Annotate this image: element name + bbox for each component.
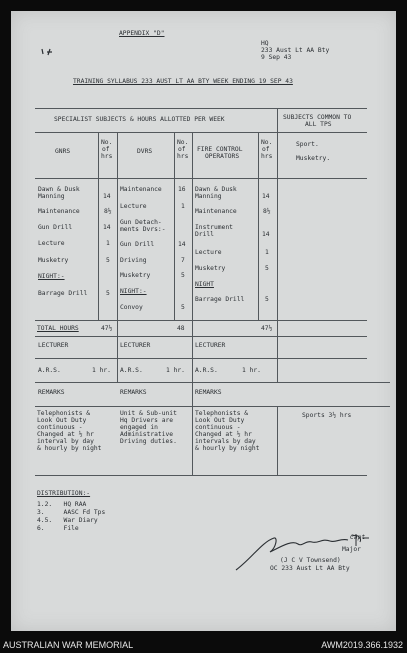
gnrs-subject: Maintenance: [38, 208, 80, 215]
fc-subject: Musketry: [195, 265, 226, 272]
table-rule: [35, 382, 390, 383]
fc-subject: Instrument: [195, 224, 233, 231]
col-header-fc: FIRE CONTROL: [197, 146, 243, 153]
dvrs-hours: 14: [178, 241, 186, 248]
table-rule: [35, 336, 367, 337]
col-header-hrs: of: [262, 146, 270, 153]
fc-hours: 1: [265, 249, 269, 256]
common-header-line2: ALL TPS: [305, 121, 332, 128]
col-header-hrs: hrs: [101, 153, 113, 160]
total-fc: 47½: [261, 325, 273, 332]
gnrs-subject: Manning: [38, 193, 65, 200]
fc-subject: Maintenance: [195, 208, 237, 215]
ref-hq: HQ: [261, 40, 269, 47]
gnrs-subject: Musketry: [38, 257, 69, 264]
dvrs-subject: Driving: [120, 257, 147, 264]
fc-hours: 5: [265, 265, 269, 272]
remarks-label: REMARKS: [120, 389, 147, 396]
col-header-hrs: of: [102, 146, 110, 153]
lecturer-name: A.R.S.: [195, 367, 218, 374]
remarks-dvrs: Driving duties.: [120, 438, 177, 445]
remarks-dvrs: Hq Drivers are: [120, 417, 174, 424]
dvrs-subject: Musketry: [120, 272, 151, 279]
total-hours-label: TOTAL HOURS: [37, 325, 79, 332]
remarks-fc: & hourly by night: [195, 445, 260, 452]
fc-subject: NIGHT: [195, 281, 214, 288]
table-rule: [277, 406, 278, 475]
col-header-hrs: No.: [261, 139, 273, 146]
table-rule: [174, 132, 175, 320]
table-rule: [35, 406, 390, 407]
table-rule: [258, 132, 259, 320]
gnrs-hours: 1: [106, 240, 110, 247]
signature-rank: Capt: [350, 534, 366, 541]
col-header-hrs: hrs: [261, 153, 273, 160]
remarks-fc: continuous -: [195, 424, 241, 431]
gnrs-hours: 5: [106, 257, 110, 264]
distribution-label: DISTRIBUTION:-: [37, 490, 91, 497]
ref-unit: 233 Aust Lt AA Bty: [261, 47, 330, 54]
gnrs-subject: Lecture: [38, 240, 65, 247]
fc-hours: 5: [265, 296, 269, 303]
distribution-item: 6. File: [37, 525, 79, 532]
table-rule: [35, 108, 367, 109]
ref-date: 9 Sep 43: [261, 54, 292, 61]
dvrs-subject: Convoy: [120, 304, 143, 311]
table-rule: [35, 132, 367, 133]
archive-footer: [0, 636, 407, 653]
signature-unit: OC 233 Aust Lt AA Bty: [270, 565, 350, 572]
lecturer-label: LECTURER: [195, 342, 226, 349]
dvrs-hours: 1: [181, 203, 185, 210]
remarks-fc: intervals by day: [195, 438, 256, 445]
table-rule: [35, 358, 367, 359]
common-subject: Musketry.: [296, 155, 331, 162]
lecturer-label: LECTURER: [38, 342, 69, 349]
dvrs-hours: 16: [178, 186, 186, 193]
fc-subject: Dawn & Dusk: [195, 186, 237, 193]
signature-title: Major: [342, 546, 361, 553]
gnrs-subject: Barrage Drill: [38, 290, 88, 297]
remarks-gnrs: Telephonists &: [37, 410, 91, 417]
dvrs-subject: Maintenance: [120, 186, 162, 193]
gnrs-hours: 14: [103, 224, 111, 231]
total-dvrs: 48: [177, 325, 185, 332]
col-header-fc: OPERATORS: [205, 153, 240, 160]
col-header-gnrs: GNRS: [55, 148, 71, 155]
dvrs-hours: 7: [181, 257, 185, 264]
remarks-common: Sports 3½ hrs: [302, 412, 352, 419]
remarks-fc: Changed at ½ hr: [195, 431, 252, 438]
gnrs-hours: 8½: [104, 208, 112, 215]
remarks-label: REMARKS: [38, 389, 65, 396]
fc-subject: Lecture: [195, 249, 222, 256]
gnrs-subject: Dawn & Dusk: [38, 186, 80, 193]
remarks-gnrs: continuous -: [37, 424, 83, 431]
table-rule: [277, 108, 278, 382]
remarks-fc: Look Out Duty: [195, 417, 245, 424]
remarks-dvrs: Unit & Sub-unit: [120, 410, 177, 417]
gnrs-hours: 14: [103, 193, 111, 200]
dvrs-hours: 5: [181, 304, 185, 311]
distribution-item: 1.2. HQ RAA: [37, 501, 87, 508]
table-rule: [35, 475, 367, 476]
fc-hours: 8½: [263, 208, 271, 215]
dvrs-subject: NIGHT:-: [120, 288, 147, 295]
document-title: TRAINING SYLLABUS 233 AUST LT AA BTY WEEK ENDING 19 SEP 43: [73, 78, 293, 85]
fc-hours: 14: [262, 193, 270, 200]
gnrs-hours: 5: [106, 290, 110, 297]
common-subject: Sport.: [296, 141, 319, 148]
specialist-header: SPECIALIST SUBJECTS & HOURS ALLOTTED PER WEEK: [54, 116, 225, 123]
remarks-dvrs: Administrative: [120, 431, 174, 438]
fc-subject: Manning: [195, 193, 222, 200]
handwritten-mark: [40, 42, 56, 61]
table-rule: [35, 178, 367, 179]
remarks-gnrs: & hourly by night: [37, 445, 102, 452]
appendix-label: APPENDIX "D": [119, 30, 165, 37]
col-header-hrs: No.: [177, 139, 189, 146]
remarks-gnrs: interval by day: [37, 438, 94, 445]
dvrs-subject: ments Dvrs:-: [120, 226, 166, 233]
table-rule: [117, 132, 118, 382]
dvrs-subject: Gun Drill: [120, 241, 155, 248]
total-gnrs: 47½: [101, 325, 113, 332]
signature-name: (J C V Townsend): [280, 557, 341, 564]
common-header-line1: SUBJECTS COMMON TO: [283, 114, 352, 121]
distribution-item: 4.5. War Diary: [37, 517, 98, 524]
col-header-hrs: hrs: [177, 153, 189, 160]
remarks-label: REMARKS: [195, 389, 222, 396]
footer-accession-number: AWM2019.366.1932: [321, 640, 403, 650]
fc-hours: 14: [262, 231, 270, 238]
distribution-item: 3. AASC Fd Tps: [37, 509, 106, 516]
col-header-hrs: of: [178, 146, 186, 153]
lecturer-label: LECTURER: [120, 342, 151, 349]
remarks-gnrs: Look Out Duty: [37, 417, 87, 424]
dvrs-subject: Lecture: [120, 203, 147, 210]
gnrs-subject: NIGHT:-: [38, 273, 65, 280]
col-header-dvrs: DVRS: [137, 148, 153, 155]
remarks-gnrs: Changed at ½ hr: [37, 431, 94, 438]
lecturer-hours: 1 hr.: [92, 367, 111, 374]
lecturer-name: A.R.S.: [38, 367, 61, 374]
footer-institution: AUSTRALIAN WAR MEMORIAL: [3, 640, 134, 650]
remarks-fc: Telephonists &: [195, 410, 249, 417]
lecturer-hours: 1 hr.: [242, 367, 261, 374]
lecturer-hours: 1 hr.: [166, 367, 185, 374]
gnrs-subject: Gun Drill: [38, 224, 73, 231]
fc-subject: Barrage Drill: [195, 296, 245, 303]
remarks-dvrs: engaged in: [120, 424, 158, 431]
fc-subject: Drill: [195, 231, 214, 238]
table-rule: [35, 320, 367, 321]
lecturer-name: A.R.S.: [120, 367, 143, 374]
table-rule: [98, 132, 99, 320]
dvrs-hours: 5: [181, 272, 185, 279]
dvrs-subject: Gun Detach-: [120, 219, 162, 226]
col-header-hrs: No.: [101, 139, 113, 146]
table-rule: [192, 132, 193, 475]
